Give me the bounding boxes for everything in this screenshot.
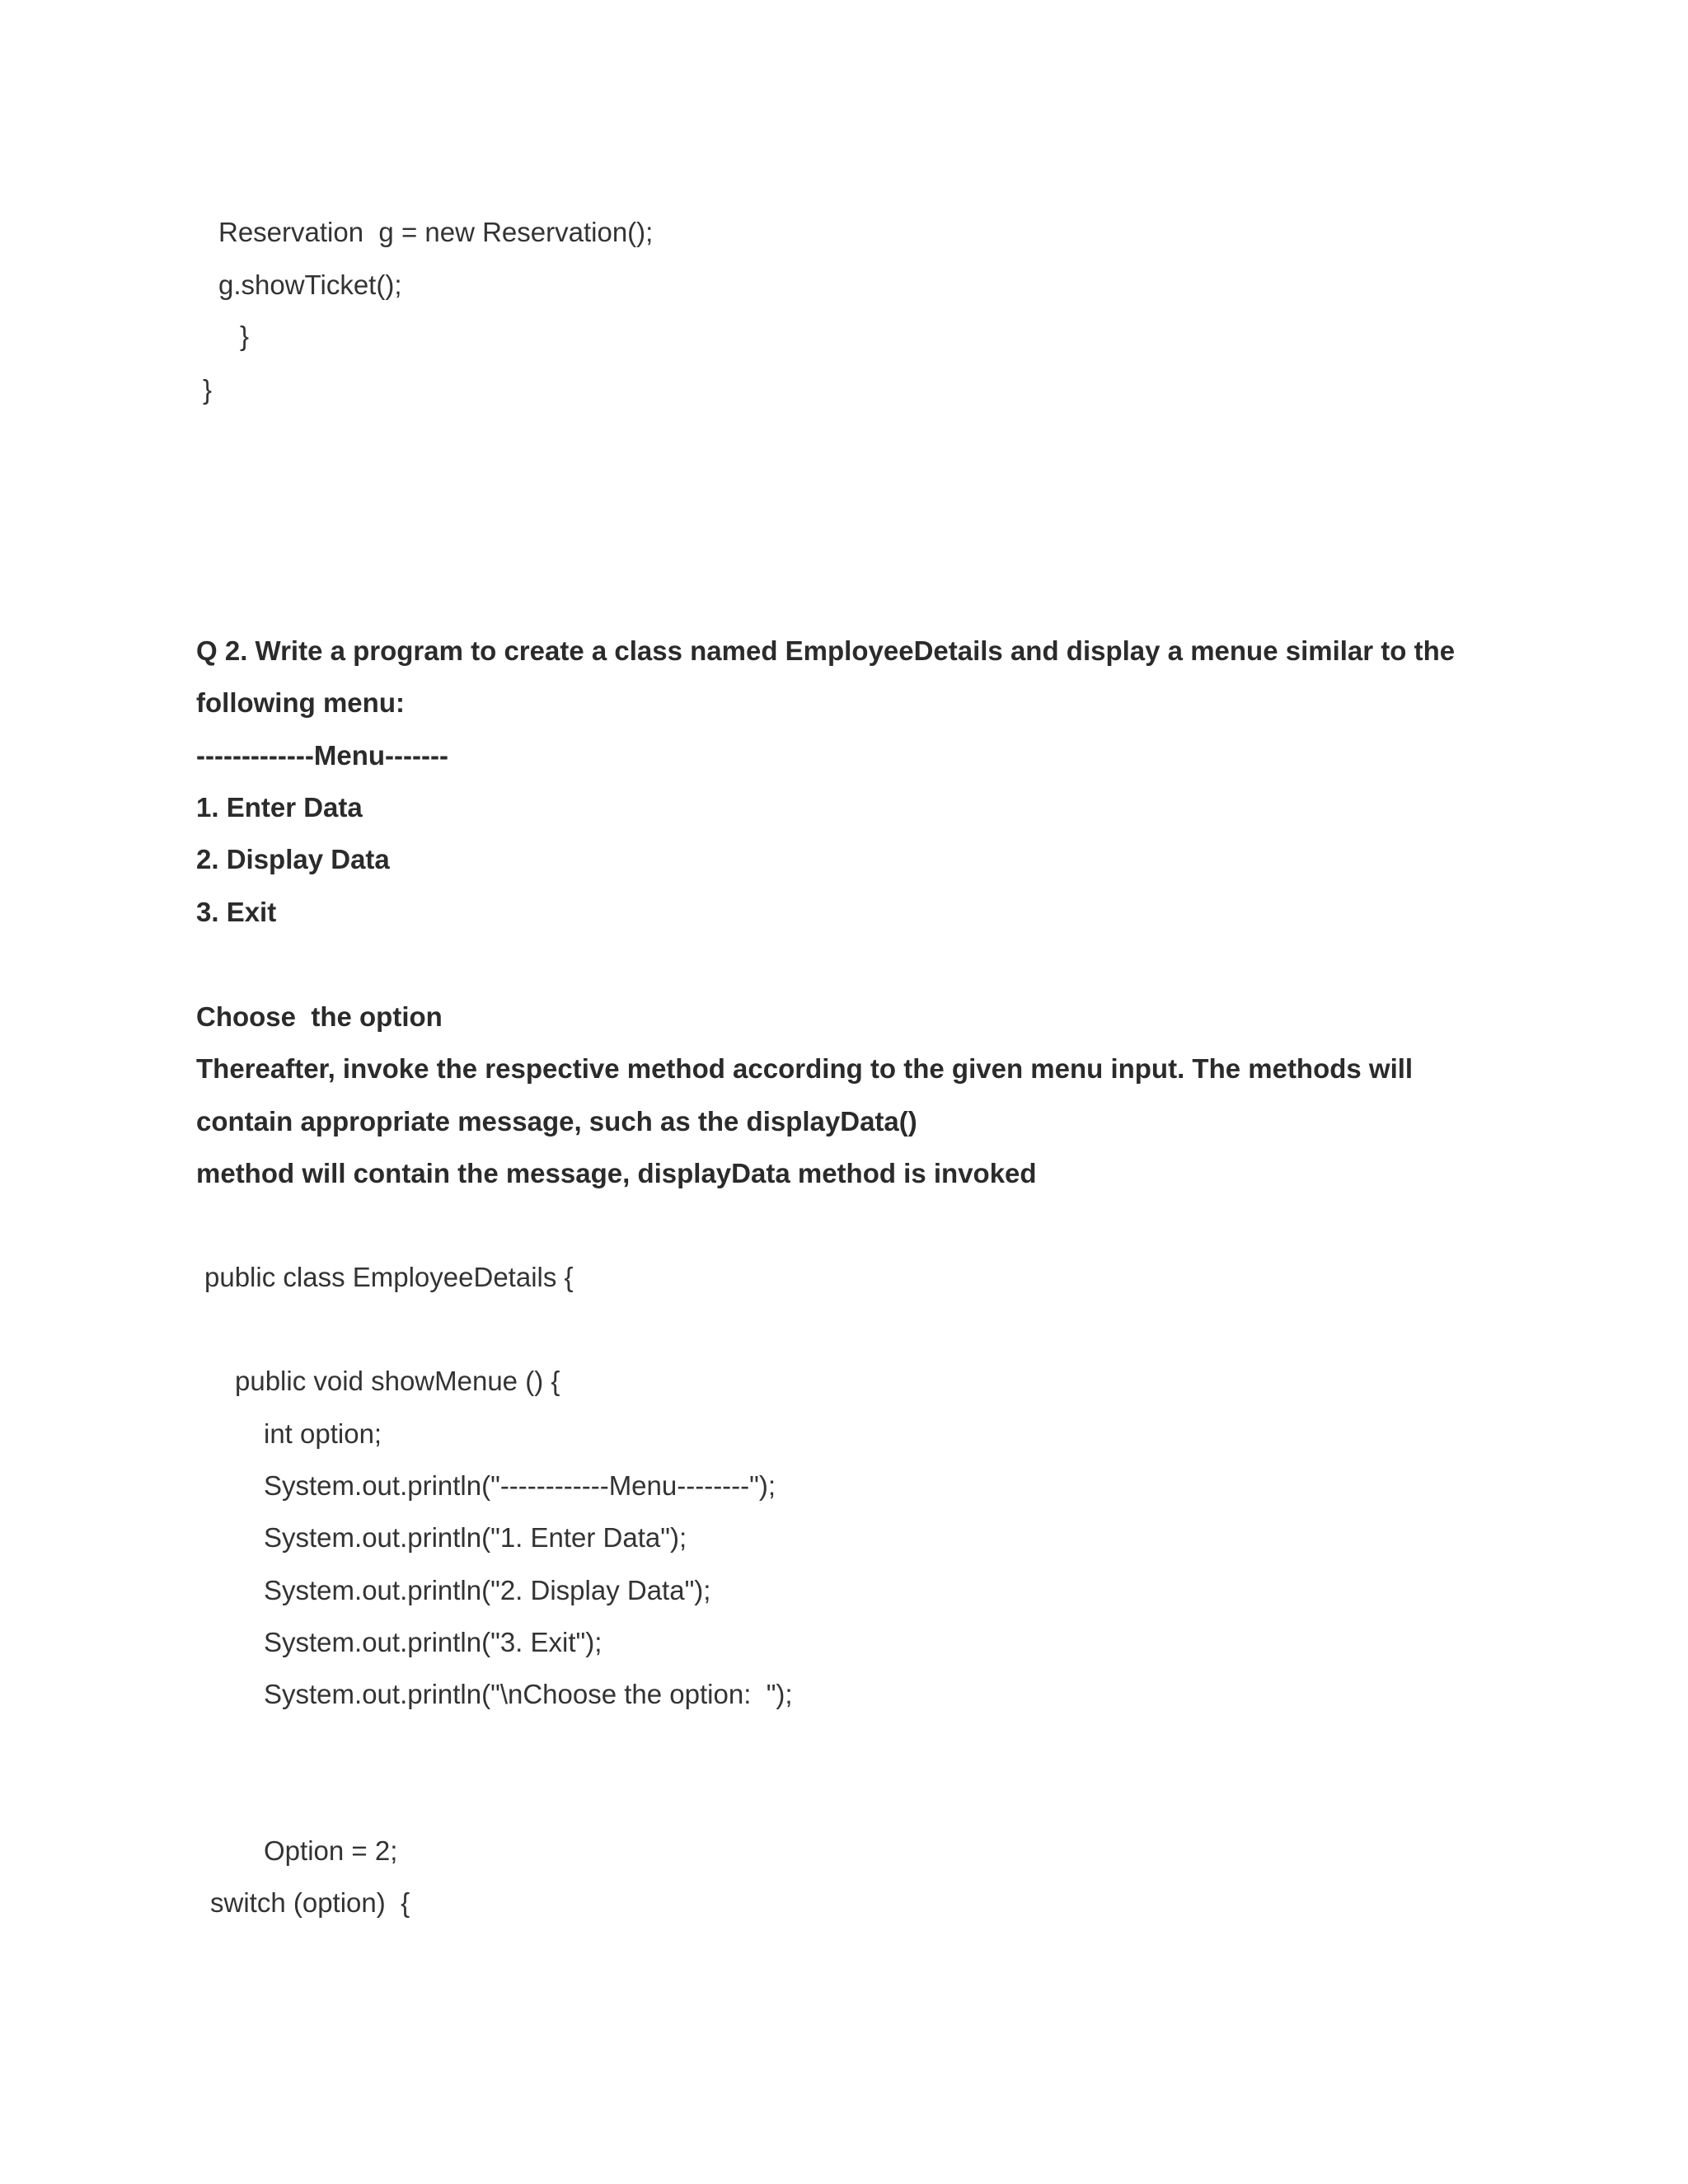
code-line-reservation: Reservation g = new Reservation(); (218, 217, 654, 247)
menu-header: -------------Menu------- (196, 740, 448, 771)
code-class-declaration: public class EmployeeDetails { (204, 1262, 574, 1292)
code-print-menu: System.out.println("------------Menu--------"); (264, 1470, 776, 1501)
menu-item-exit: 3. Exit (196, 897, 277, 927)
instruction-line3: method will contain the message, displayData method is invoked (196, 1158, 1037, 1188)
instruction-line1: Thereafter, invoke the respective method according to the given menu input. The methods will (196, 1053, 1414, 1084)
code-int-option: int option; (264, 1418, 382, 1449)
code-line-closing-brace-inner: } (240, 321, 250, 351)
code-line-showticket: g.showTicket(); (218, 269, 402, 300)
code-print-exit: System.out.println("3. Exit"); (264, 1627, 603, 1657)
code-print-choose: System.out.println("\nChoose the option: "); (264, 1679, 793, 1709)
code-print-display-data: System.out.println("2. Display Data"); (264, 1575, 711, 1605)
menu-item-enter-data: 1. Enter Data (196, 792, 363, 823)
choose-option-text: Choose the option (196, 1001, 443, 1032)
code-print-enter-data: System.out.println("1. Enter Data"); (264, 1522, 687, 1553)
question-title-line1: Q 2. Write a program to create a class named EmployeeDetails and display a menue similar to the (196, 635, 1456, 666)
question-title-line2: following menu: (196, 687, 405, 718)
menu-item-display-data: 2. Display Data (196, 844, 390, 874)
instruction-line2: contain appropriate message, such as the displayData() (196, 1106, 917, 1137)
code-method-declaration: public void showMenue () { (235, 1366, 560, 1396)
code-option-assignment: Option = 2; (264, 1835, 398, 1866)
code-switch-statement: switch (option) { (210, 1887, 410, 1918)
code-line-closing-brace-outer: } (203, 374, 213, 405)
